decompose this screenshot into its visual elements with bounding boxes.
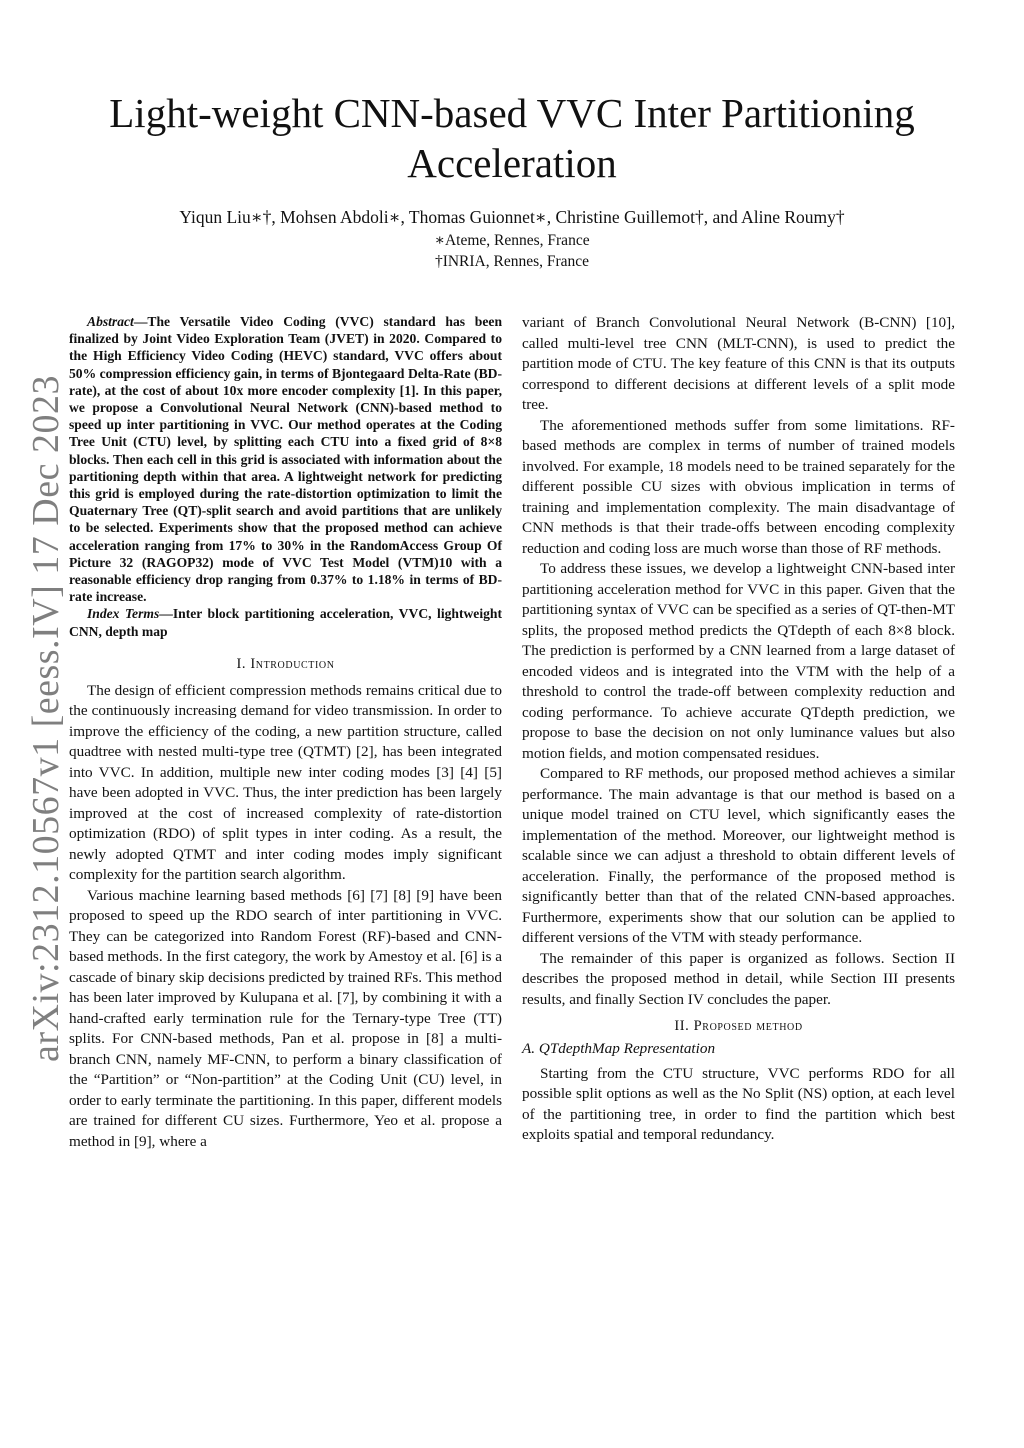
index-terms-lead: Index Terms xyxy=(87,606,160,622)
section-title-introduction: I. Introduction xyxy=(236,655,335,672)
right-paragraph-5: The remainder of this paper is organized as follows. Section II describes the proposed method in detail, while Section III presents results, and finally Section IV concludes the paper. xyxy=(522,949,955,1008)
left-column xyxy=(69,313,502,1152)
index-terms xyxy=(69,605,502,639)
subsection-title-qtdepthmap: A. QTdepthMap Representation xyxy=(522,1040,716,1057)
method-paragraph-1: Starting from the CTU structure, VVC performs RDO for all possible split options as well as the No Split (NS) option, at each level of the partitioning tree, in order to find the partition which best exploits spatial and temporal redundancy. xyxy=(522,1064,955,1143)
affiliation-inria: †INRIA, Rennes, France xyxy=(434,253,590,270)
affiliation-ateme: ∗Ateme, Rennes, France xyxy=(434,232,590,249)
right-paragraph-2: The aforementioned methods suffer from some limitations. RF-based methods are complex in terms of number of trained models involved. For example, 18 models need to be trained separately for the different possible CU sizes with obvious implication in terms of training and implementation complexity. The main disadvantage of CNN methods is that their trade-offs between encoding complexity reduction and coding loss are much worse than those of RF methods. xyxy=(522,416,955,557)
abstract xyxy=(69,313,502,605)
intro-paragraph-1: The design of efficient compression methods remains critical due to the continuously increasing demand for video transmission. In order to improve the efficiency of the coding, a new partition structure, called quadtree with nested multi-type tree (QTMT) [2], has been integrated into VVC. In addition, multiple new inter coding modes [3] [4] [5] have been adopted in VVC. Thus, the inter prediction has been largely improved at the cost of increased complexity of rate-distortion optimization (RDO) of split types in inter coding. As a result, the newly adopted QTMT and inter coding modes imply significant complexity for the partition search algorithm. xyxy=(69,681,502,884)
right-paragraph-3: To address these issues, we develop a lightweight CNN-based inter partitioning acceleration method for VVC in this paper. Given that the partitioning syntax of VVC can be specified as a series of QT-then-MT splits, the proposed method predicts the QTdepth of each 8×8 block. The prediction is performed by a CNN learned from a large dataset of encoded videos and is integrated into the VTM with the help of a threshold to control the trade-off between complexity reduction and coding performance. To achieve accurate QTdepth prediction, we propose to base the decision on not only luminance values but also motion fields, and motion compensated residues. xyxy=(522,560,955,762)
index-terms-text: —Inter block partitioning acceleration, VVC, lightweight CNN, depth map xyxy=(69,606,502,639)
author-list: Yiqun Liu∗†, Mohsen Abdoli∗, Thomas Guionnet∗, Christine Guillemot†, and Aline Roumy† xyxy=(179,207,845,227)
abstract-lead: Abstract xyxy=(87,314,134,329)
arxiv-identifier: arXiv:2312.10567v1 [eess.IV] 17 Dec 2023 xyxy=(25,375,67,1062)
intro-paragraph-2: Various machine learning based methods [6] [7] [8] [9] have been proposed to speed up the RDO search of inter partitioning in VVC. They can be categorized into Random Forest (RF)-based and CNN-based methods. In the first category, the work by Amestoy et al. [6] is a cascade of binary skip decisions predicted by trained RFs. This method has been later improved by Kulupana et al. [7], by combining it with a hand-crafted early termination rule for the Ternary-type Tree (TT) splits. For CNN-based methods, Pan et al. propose in [8] a multi-branch CNN, namely MF-CNN, to perform a binary classification of the “Partition” or “Non-partition” at the Coding Unit (CU) level, in order to early terminate the partitioning. In this paper, different models are trained for different CU sizes. Furthermore, Yeo et al. propose a method in [9], where a xyxy=(69,886,503,1150)
right-paragraph-1: variant of Branch Convolutional Neural Network (B-CNN) [10], called multi-level tree CNN (MLT-CNN), is used to predict the partition mode of CTU. The key feature of this CNN is that its outputs correspond to different decisions at different levels of a split mode tree. xyxy=(522,314,955,413)
abstract-text: —The Versatile Video Coding (VVC) standard has been finalized by Joint Video Exploration Team (JVET) in 2020. Compared to the High Efficiency Video Coding (HEVC) standard, VVC offers about 50% compression efficiency gain, in terms of Bjontegaard Delta-Rate (BD-rate), at the cost of about 10x more encoder complexity [1]. In this paper, we propose a Convolutional Neural Network (CNN)-based method to speed up inter partitioning in VVC. Our method operates at the Coding Tree Unit (CTU) level, by splitting each CTU into a fixed grid of 8×8 blocks. Then each cell in this grid is associated with information about the partitioning depth within that area. A lightweight network for predicting this grid is employed during the rate-distortion optimization to limit the Quaternary Tree (QT)-split search and avoid partitions that are unlikely to be selected. Experiments show that the proposed method can achieve acceleration ranging from 17% to 30% in the RandomAccess Group Of Picture 32 (RAGOP32) mode of VVC Test Model (VTM)10 with a reasonable efficiency drop ranging from 0.37% to 1.18% in terms of BD-rate increase. xyxy=(69,314,502,605)
paper-title: Light-weight CNN-based VVC Inter Partitioning Acceleration xyxy=(109,90,915,186)
section-title-proposed-method: II. Proposed method xyxy=(674,1018,803,1034)
right-column xyxy=(522,313,955,1146)
right-paragraph-4: Compared to RF methods, our proposed method achieves a similar performance. The main advantage is that our method is based on a unique model trained on CTU level, which significantly eases the implementation of the method. Moreover, our lightweight method is scalable since we can adjust a threshold to obtain different levels of acceleration. Finally, the performance of the proposed method is significantly better than that of the related CNN-based approaches. Furthermore, experiments show that our solution can be applied to different versions of the VTM with steady performance. xyxy=(522,765,955,946)
